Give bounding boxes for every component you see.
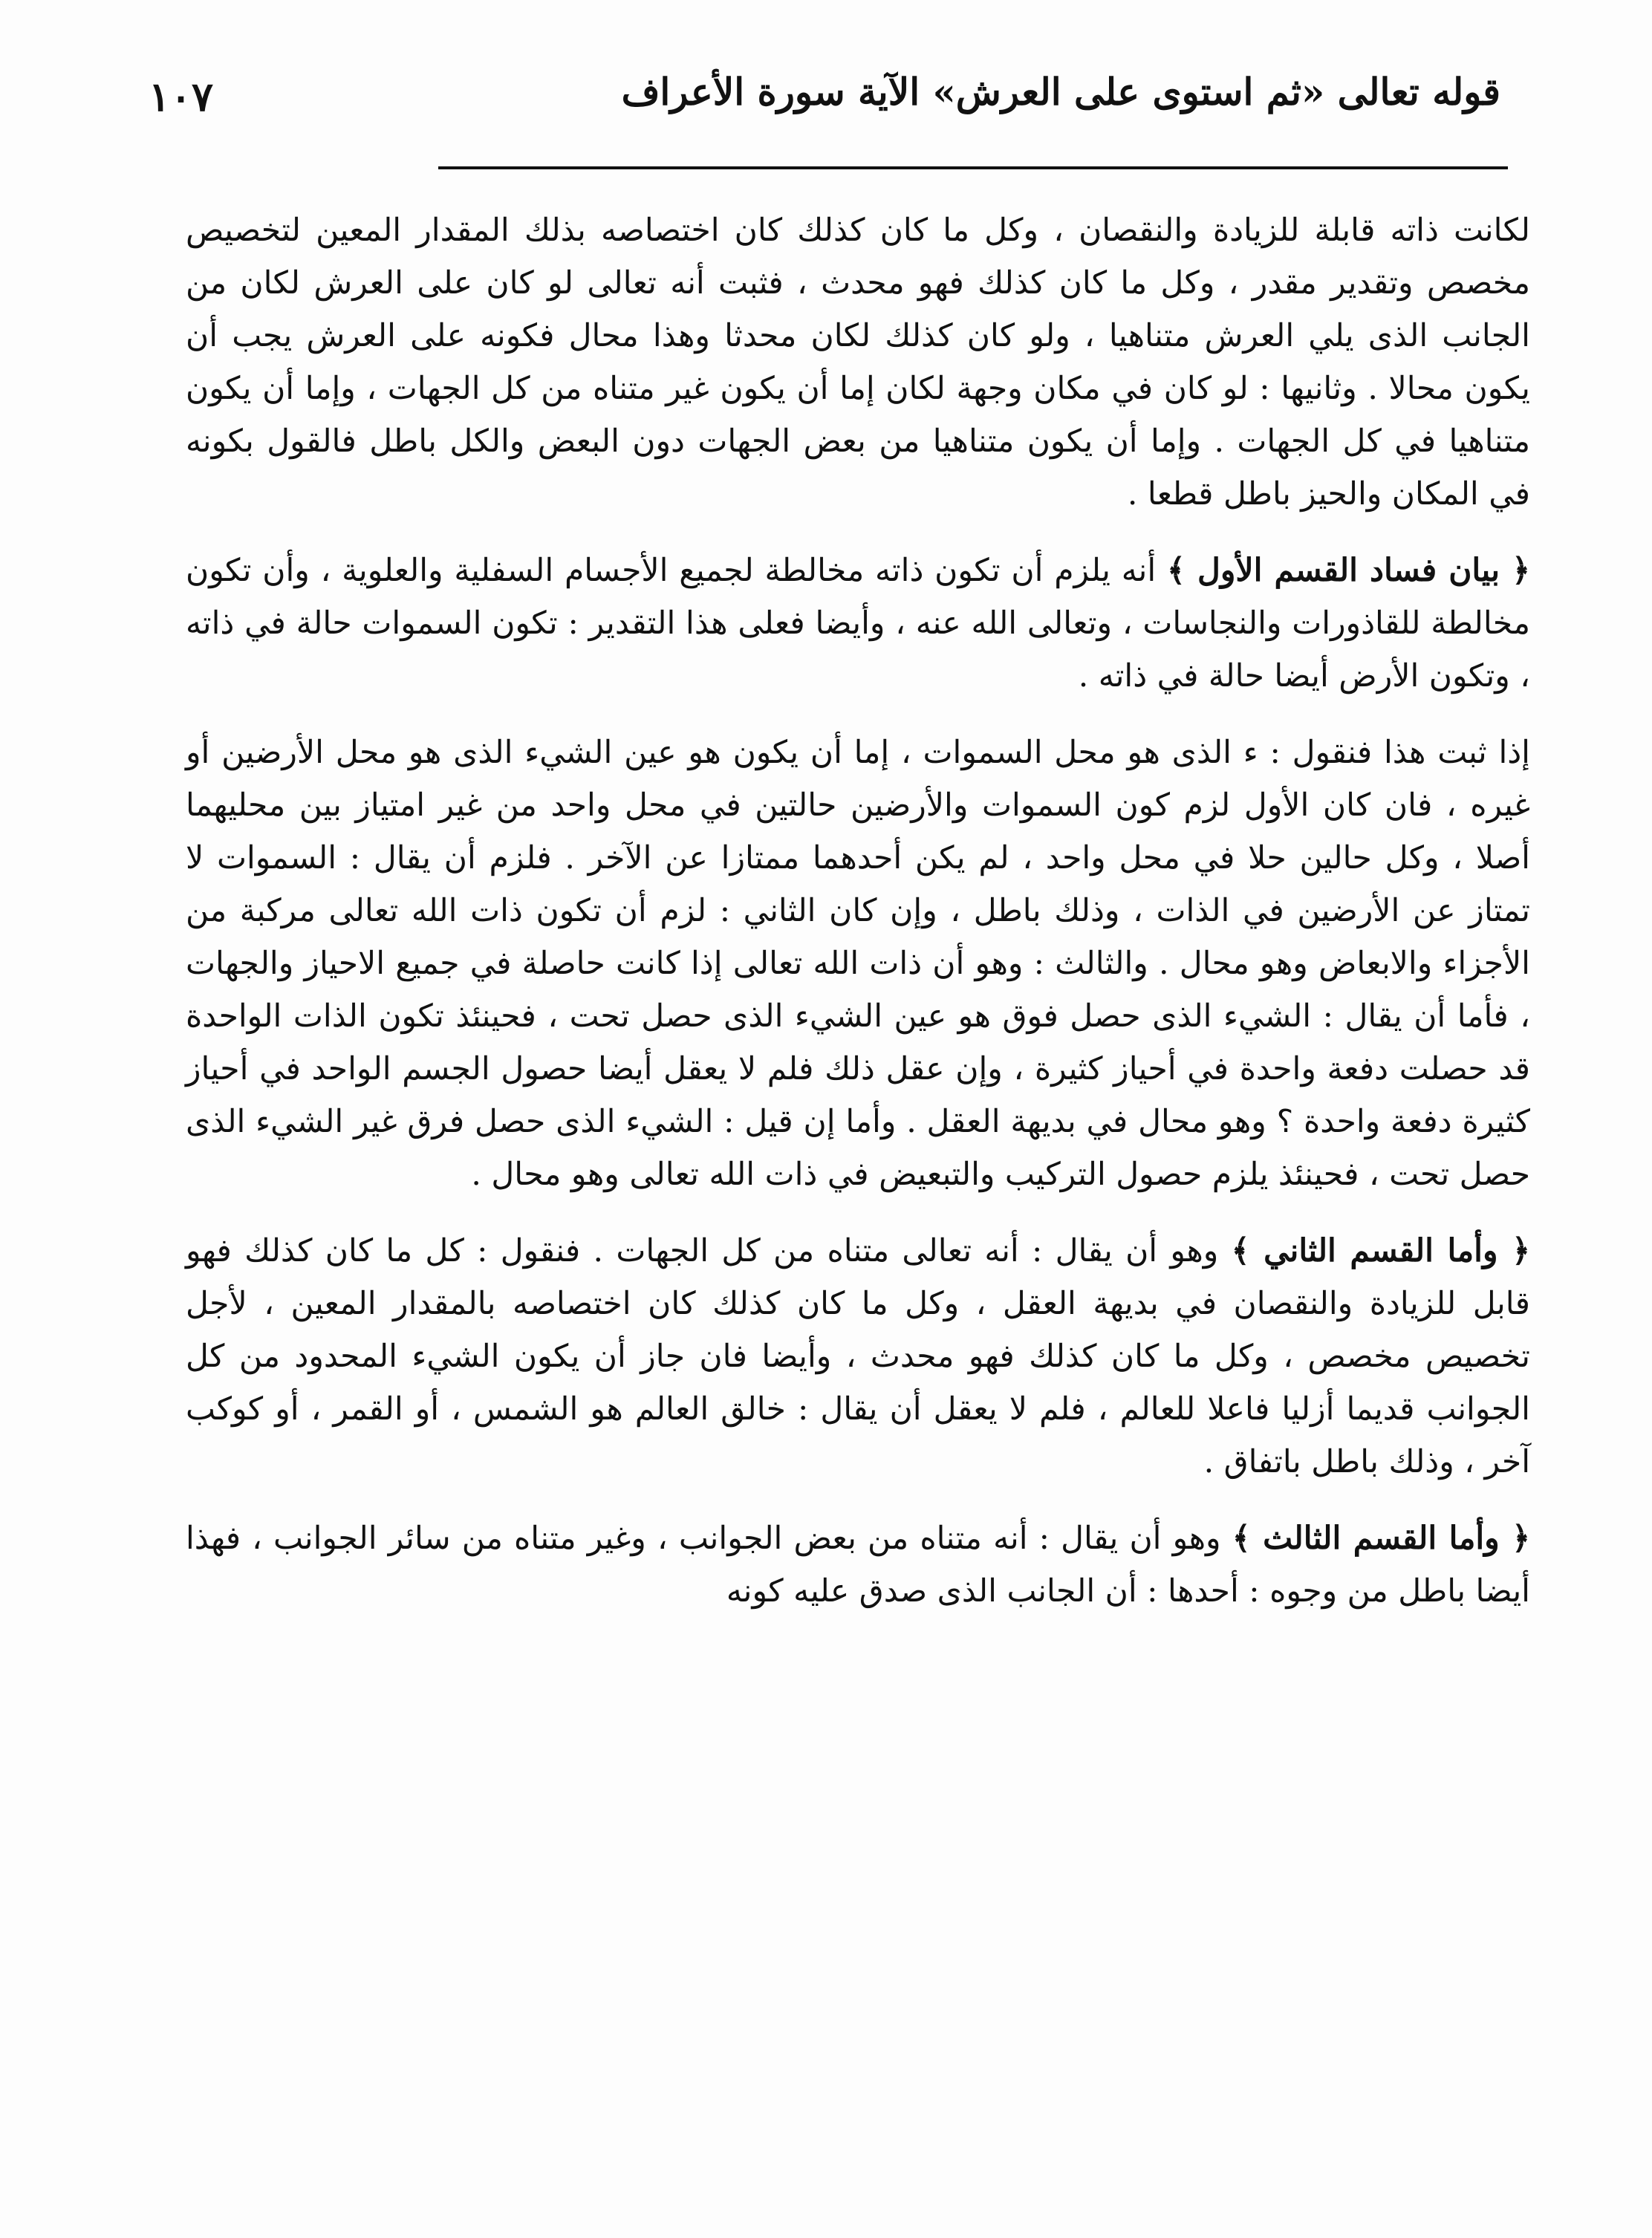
paragraph-gap [186, 521, 1530, 544]
paragraph-gap [186, 1489, 1530, 1512]
page-header [149, 59, 1500, 126]
main-text [186, 204, 1530, 1618]
paragraph-text: لكانت ذاته قابلة للزيادة والنقصان ، وكل ما كان كذلك كان اختصاصه بذلك المقدار المعين لتخصيص مخصص وتقدير مقدر ، وكل ما كان كذلك فهو محدث ، فثبت أنه تعالى لو كان على العرش لكان من الجانب الذى يلي العرش متناهيا ، ولو كان كذلك لكان محدثا وهذا محال فكونه على العرش يجب أن يكون محالا . وثانيها : لو كان في مكان وجهة لكان إما أن يكون غير متناه من كل الجهات ، وإما أن يكون متناهيا في كل الجهات . وإما أن يكون متناهيا من بعض الجهات دون البعض والكل باطل فالقول بكونه في المكان والحيز باطل قطعا . [186, 212, 1530, 513]
paragraph-text: وهو أن يقال : أنه متناه من بعض الجوانب ، وغير متناه من سائر الجوانب ، فهذا أيضا باطل من وجوه : أحدها : أن الجانب الذى صدق عليه كونه [186, 1520, 1530, 1610]
section-heading-text: بيان فساد القسم الأول [1197, 552, 1500, 589]
paragraph-gap [186, 703, 1530, 726]
section-heading-text: وأما القسم الثالث [1263, 1520, 1500, 1557]
paragraph-gap [186, 1201, 1530, 1225]
section-heading: ﴿ وأما القسم الثاني ﴾ [1231, 1232, 1530, 1269]
paragraph-2 [186, 544, 1530, 703]
section-heading: ﴿ بيان فساد القسم الأول ﴾ [1166, 552, 1531, 589]
page-number: ١٠٧ [149, 73, 214, 120]
paragraph-4 [186, 1225, 1530, 1489]
paragraph-text: أنه يلزم أن تكون ذاته مخالطة لجميع الأجسام السفلية والعلوية ، وأن تكون مخالطة للقاذورات والنجاسات ، وتعالى الله عنه ، وأيضا فعلى هذا التقدير : تكون السموات حالة في ذاته ، وتكون الأرض أيضا حالة في ذاته . [186, 553, 1530, 695]
running-title: قوله تعالى «ثم استوى على العرش» الآية سورة الأعراف [621, 70, 1500, 114]
paragraph-text: وهو أن يقال : أنه تعالى متناه من كل الجهات . فنقول : كل ما كان كذلك فهو قابل للزيادة والنقصان في بديهة العقل ، وكل ما كان كذلك كان اختصاصه بالمقدار المعين ، لأجل تخصيص مخصص ، وكل ما كان كذلك فهو محدث ، وأيضا فان جاز أن يكون الشيء المحدود من كل الجوانب قديما أزليا فاعلا للعالم ، فلم لا يعقل أن يقال : خالق العالم هو الشمس ، أو القمر ، أو كوكب آخر ، وذلك باطل باتفاق . [186, 1233, 1530, 1480]
paragraph-text: إذا ثبت هذا فنقول : ء الذى هو محل السموات ، إما أن يكون هو عين الشيء الذى هو محل الأرضين أو غيره ، فان كان الأول لزم كون السموات والأرضين حالتين في محل واحد من غير امتياز بين محليهما أصلا ، وكل حالين حلا في محل واحد ، لم يكن أحدهما ممتازا عن الآخر . فلزم أن يقال : السموات لا تمتاز عن الأرضين في الذات ، وذلك باطل ، وإن كان الثاني : لزم أن تكون ذات الله تعالى مركبة من الأجزاء والابعاض وهو محال . والثالث : وهو أن ذات الله تعالى إذا كانت حاصلة في جميع الاحياز والجهات ، فأما أن يقال : الشيء الذى حصل فوق هو عين الشيء الذى حصل تحت ، فحينئذ تكون الذات الواحدة قد حصلت دفعة واحدة في أحياز كثيرة ، وإن عقل ذلك فلم لا يعقل أيضا حصول الجسم الواحد في أحياز كثيرة دفعة واحدة ؟ وهو محال في بديهة العقل . وأما إن قيل : الشيء الذى حصل فرق غير الشيء الذى حصل تحت ، فحينئذ يلزم حصول التركيب والتبعيض في ذات الله تعالى وهو محال . [186, 735, 1530, 1193]
paragraph-3 [186, 726, 1530, 1201]
section-heading: ﴿ وأما القسم الثالث ﴾ [1232, 1520, 1531, 1557]
header-rule [438, 166, 1508, 169]
section-heading-text: وأما القسم الثاني [1264, 1232, 1498, 1269]
paragraph-5 [186, 1512, 1530, 1618]
paragraph-1 [186, 204, 1530, 521]
